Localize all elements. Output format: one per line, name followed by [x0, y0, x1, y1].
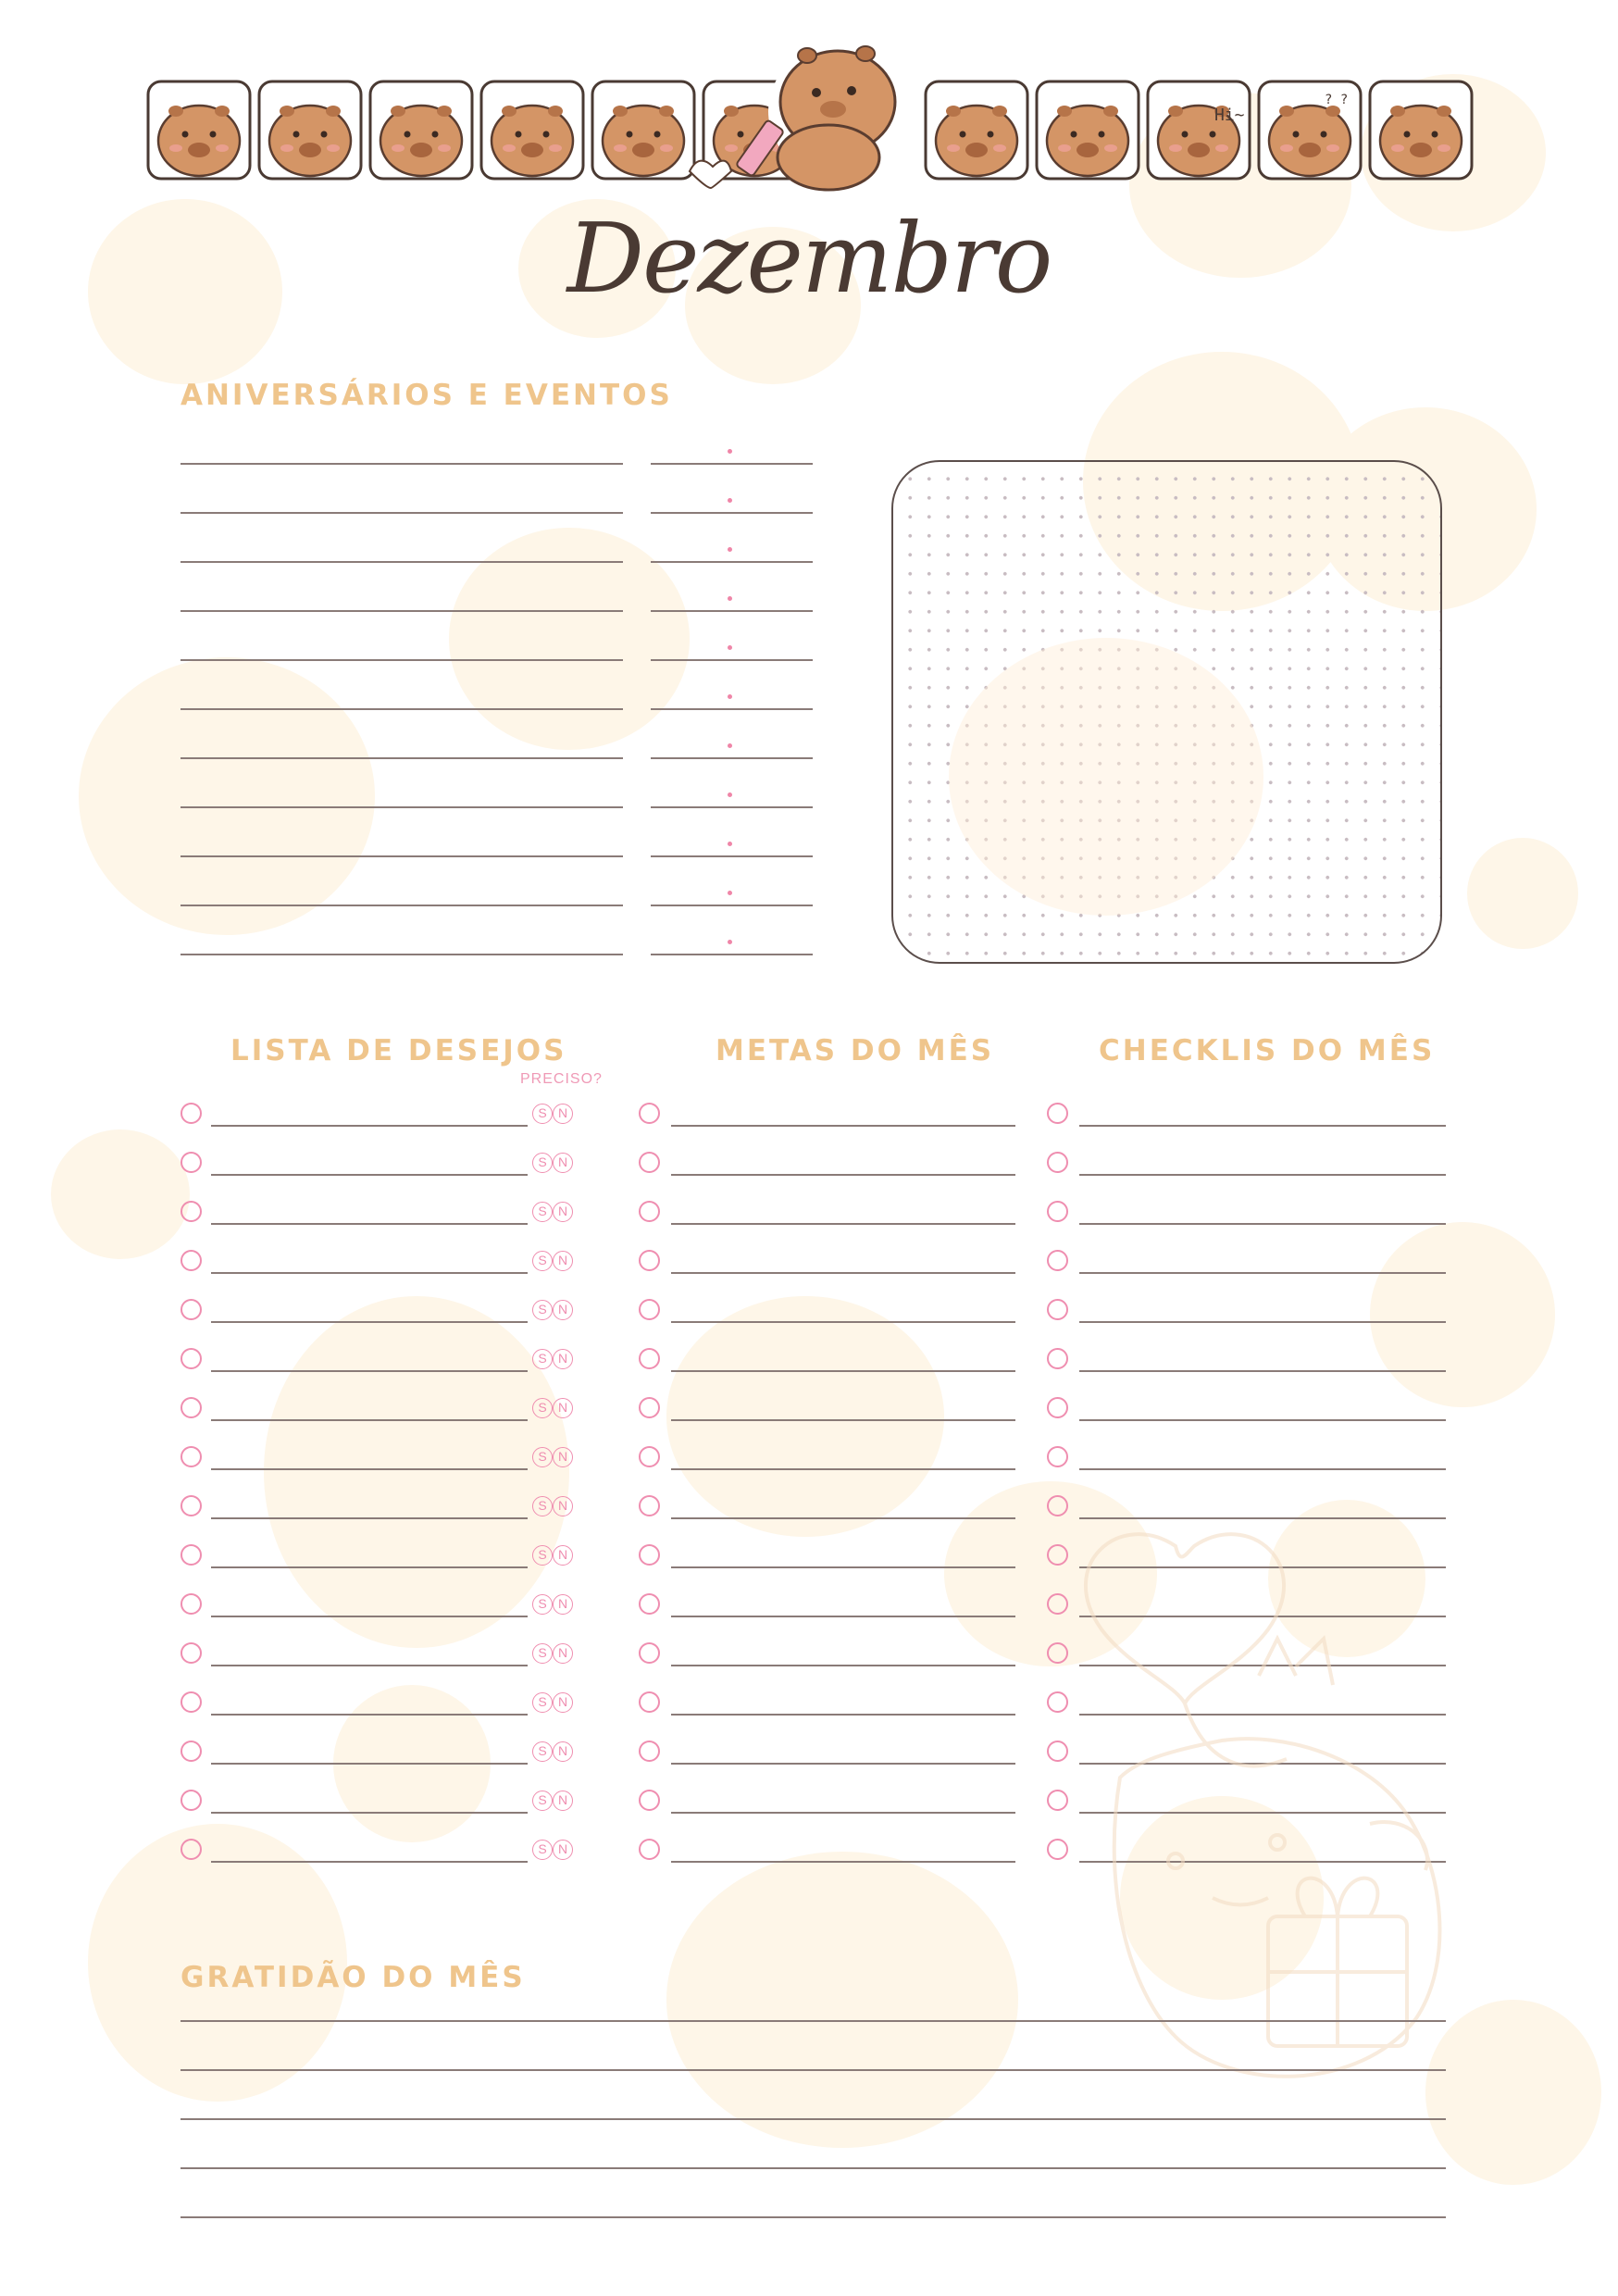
- background-blob: [1370, 1222, 1555, 1407]
- wishlist-no-option[interactable]: N: [553, 1840, 573, 1860]
- goal-checkbox[interactable]: [639, 1446, 660, 1467]
- wishlist-line[interactable]: [211, 1616, 528, 1617]
- goal-line[interactable]: [671, 1616, 1015, 1617]
- wishlist-no-option[interactable]: N: [553, 1349, 573, 1369]
- wishlist-yes-option[interactable]: S: [532, 1104, 553, 1124]
- background-blob: [51, 1129, 190, 1259]
- wishlist-no-option[interactable]: N: [553, 1153, 573, 1173]
- gratitude-heading: GRATIDÃO DO MÊS: [180, 1961, 526, 1994]
- gratitude-line[interactable]: [180, 2216, 1446, 2218]
- event-name-line[interactable]: [180, 610, 623, 612]
- goal-checkbox[interactable]: [639, 1103, 660, 1124]
- wishlist-no-option[interactable]: N: [553, 1447, 573, 1467]
- checklist-line[interactable]: [1079, 1223, 1446, 1225]
- wishlist-no-option[interactable]: N: [553, 1545, 573, 1566]
- goal-line[interactable]: [671, 1714, 1015, 1716]
- event-date-line[interactable]: [651, 512, 813, 514]
- date-separator-dot: [728, 694, 732, 699]
- date-separator-dot: [728, 645, 732, 650]
- wishlist-checkbox[interactable]: [180, 1103, 202, 1124]
- checklist-checkbox[interactable]: [1047, 1152, 1068, 1173]
- wishlist-checkbox[interactable]: [180, 1691, 202, 1713]
- goal-checkbox[interactable]: [639, 1201, 660, 1222]
- wishlist-no-option[interactable]: N: [553, 1300, 573, 1320]
- goal-line[interactable]: [671, 1861, 1015, 1863]
- background-blob: [666, 1852, 1018, 2148]
- wishlist-no-option[interactable]: N: [553, 1791, 573, 1811]
- wishlist-checkbox[interactable]: [180, 1741, 202, 1762]
- checklist-checkbox[interactable]: [1047, 1397, 1068, 1418]
- event-name-line[interactable]: [180, 708, 623, 710]
- wishlist-no-option[interactable]: N: [553, 1741, 573, 1762]
- wishlist-line[interactable]: [211, 1861, 528, 1863]
- goal-checkbox[interactable]: [639, 1250, 660, 1271]
- checklist-line[interactable]: [1079, 1468, 1446, 1470]
- event-date-line[interactable]: [651, 463, 813, 465]
- wishlist-no-option[interactable]: N: [553, 1643, 573, 1664]
- event-date-line[interactable]: [651, 561, 813, 563]
- wishlist-checkbox[interactable]: [180, 1593, 202, 1615]
- event-name-line[interactable]: [180, 855, 623, 857]
- hi-speech-text: Hi~: [1214, 106, 1245, 125]
- wishlist-yes-option[interactable]: S: [532, 1202, 553, 1222]
- checklist-line[interactable]: [1079, 1419, 1446, 1421]
- goal-line[interactable]: [671, 1812, 1015, 1814]
- wishlist-yes-option[interactable]: S: [532, 1349, 553, 1369]
- date-separator-dot: [728, 891, 732, 895]
- wishlist-checkbox[interactable]: [180, 1495, 202, 1516]
- wishlist-checkbox[interactable]: [180, 1642, 202, 1664]
- goal-checkbox[interactable]: [639, 1593, 660, 1615]
- checklist-checkbox[interactable]: [1047, 1299, 1068, 1320]
- event-name-line[interactable]: [180, 757, 623, 759]
- wishlist-yes-option[interactable]: S: [532, 1496, 553, 1516]
- date-separator-dot: [728, 743, 732, 748]
- goal-line[interactable]: [671, 1370, 1015, 1372]
- wishlist-yes-option[interactable]: S: [532, 1741, 553, 1762]
- date-separator-dot: [728, 449, 732, 454]
- wishlist-checkbox[interactable]: [180, 1201, 202, 1222]
- wishlist-no-option[interactable]: N: [553, 1251, 573, 1271]
- checklist-checkbox[interactable]: [1047, 1348, 1068, 1369]
- wishlist-no-option[interactable]: N: [553, 1104, 573, 1124]
- event-date-line[interactable]: [651, 757, 813, 759]
- capybara-face-sticker: [148, 81, 250, 179]
- checklist-checkbox[interactable]: [1047, 1446, 1068, 1467]
- event-date-line[interactable]: [651, 954, 813, 955]
- date-separator-dot: [728, 792, 732, 797]
- checklist-checkbox[interactable]: [1047, 1103, 1068, 1124]
- event-date-line[interactable]: [651, 610, 813, 612]
- wishlist-no-option[interactable]: N: [553, 1594, 573, 1615]
- wishlist-line[interactable]: [211, 1174, 528, 1176]
- event-name-line[interactable]: [180, 806, 623, 808]
- event-date-line[interactable]: [651, 708, 813, 710]
- wishlist-yes-option[interactable]: S: [532, 1545, 553, 1566]
- wishlist-line[interactable]: [211, 1566, 528, 1568]
- background-blob: [79, 657, 375, 935]
- goal-line[interactable]: [671, 1763, 1015, 1765]
- wishlist-line[interactable]: [211, 1517, 528, 1519]
- wishlist-heading: LISTA DE DESEJOS: [230, 1034, 567, 1067]
- preciso-label: PRECISO?: [520, 1071, 603, 1087]
- goal-line[interactable]: [671, 1517, 1015, 1519]
- goal-line[interactable]: [671, 1419, 1015, 1421]
- goal-checkbox[interactable]: [639, 1152, 660, 1173]
- date-separator-dot: [728, 596, 732, 601]
- wishlist-checkbox[interactable]: [180, 1348, 202, 1369]
- date-separator-dot: [728, 498, 732, 503]
- goal-checkbox[interactable]: [639, 1790, 660, 1811]
- wishlist-yes-option[interactable]: S: [532, 1791, 553, 1811]
- wishlist-no-option[interactable]: N: [553, 1496, 573, 1516]
- event-date-line[interactable]: [651, 806, 813, 808]
- wishlist-line[interactable]: [211, 1321, 528, 1323]
- wishlist-yes-option[interactable]: S: [532, 1643, 553, 1664]
- goal-line[interactable]: [671, 1174, 1015, 1176]
- wishlist-yes-option[interactable]: S: [532, 1153, 553, 1173]
- goal-checkbox[interactable]: [639, 1741, 660, 1762]
- capybara-gift-watermark: [1064, 1472, 1490, 2120]
- goal-checkbox[interactable]: [639, 1495, 660, 1516]
- event-name-line[interactable]: [180, 561, 623, 563]
- dotted-notes-box[interactable]: [891, 460, 1442, 964]
- goals-heading: METAS DO MÊS: [716, 1034, 995, 1067]
- wishlist-yes-option[interactable]: S: [532, 1447, 553, 1467]
- wishlist-line[interactable]: [211, 1665, 528, 1666]
- checklist-checkbox[interactable]: [1047, 1250, 1068, 1271]
- goal-checkbox[interactable]: [639, 1299, 660, 1320]
- puzzled-marks: ? ?: [1325, 93, 1349, 107]
- wishlist-checkbox[interactable]: [180, 1397, 202, 1418]
- date-separator-dot: [728, 940, 732, 944]
- wishlist-line[interactable]: [211, 1763, 528, 1765]
- wishlist-line[interactable]: [211, 1370, 528, 1372]
- wishlist-yes-option[interactable]: S: [532, 1594, 553, 1615]
- wishlist-line[interactable]: [211, 1419, 528, 1421]
- checklist-heading: CHECKLIS DO MÊS: [1099, 1034, 1436, 1067]
- month-title: Dezembro: [566, 202, 1052, 315]
- goal-line[interactable]: [671, 1665, 1015, 1666]
- wishlist-checkbox[interactable]: [180, 1790, 202, 1811]
- event-name-line[interactable]: [180, 463, 623, 465]
- goal-line[interactable]: [671, 1566, 1015, 1568]
- wishlist-checkbox[interactable]: [180, 1839, 202, 1860]
- date-separator-dot: [728, 842, 732, 846]
- wishlist-line[interactable]: [211, 1714, 528, 1716]
- capybara-face-sticker: [481, 81, 583, 179]
- events-heading: ANIVERSÁRIOS E EVENTOS: [180, 379, 673, 412]
- wishlist-checkbox[interactable]: [180, 1544, 202, 1566]
- checklist-line[interactable]: [1079, 1370, 1446, 1372]
- event-name-line[interactable]: [180, 512, 623, 514]
- capybara-face-sticker: [370, 81, 472, 179]
- background-blob: [264, 1296, 569, 1648]
- checklist-checkbox[interactable]: [1047, 1201, 1068, 1222]
- event-date-line[interactable]: [651, 905, 813, 906]
- wishlist-no-option[interactable]: N: [553, 1692, 573, 1713]
- event-name-line[interactable]: [180, 905, 623, 906]
- wishlist-yes-option[interactable]: S: [532, 1251, 553, 1271]
- goal-checkbox[interactable]: [639, 1642, 660, 1664]
- wishlist-line[interactable]: [211, 1125, 528, 1127]
- capybara-face-sticker: [259, 81, 361, 179]
- wishlist-line[interactable]: [211, 1468, 528, 1470]
- gratitude-line[interactable]: [180, 2118, 1446, 2120]
- wishlist-line[interactable]: [211, 1812, 528, 1814]
- goal-line[interactable]: [671, 1272, 1015, 1274]
- event-date-line[interactable]: [651, 855, 813, 857]
- event-name-line[interactable]: [180, 659, 623, 661]
- background-blob: [666, 1296, 944, 1537]
- goal-line[interactable]: [671, 1468, 1015, 1470]
- wishlist-yes-option[interactable]: S: [532, 1398, 553, 1418]
- wishlist-line[interactable]: [211, 1223, 528, 1225]
- goal-line[interactable]: [671, 1321, 1015, 1323]
- goal-checkbox[interactable]: [639, 1397, 660, 1418]
- goal-line[interactable]: [671, 1223, 1015, 1225]
- gratitude-line[interactable]: [180, 2167, 1446, 2169]
- wishlist-checkbox[interactable]: [180, 1152, 202, 1173]
- wishlist-checkbox[interactable]: [180, 1250, 202, 1271]
- goal-checkbox[interactable]: [639, 1544, 660, 1566]
- capybara-face-sticker: [1370, 81, 1472, 179]
- capybara-face-sticker: [926, 81, 1027, 179]
- capybara-banner: [0, 0, 1618, 204]
- gratitude-line[interactable]: [180, 2020, 1446, 2022]
- wishlist-checkbox[interactable]: [180, 1446, 202, 1467]
- checklist-line[interactable]: [1079, 1272, 1446, 1274]
- wishlist-checkbox[interactable]: [180, 1299, 202, 1320]
- goal-checkbox[interactable]: [639, 1839, 660, 1860]
- checklist-line[interactable]: [1079, 1321, 1446, 1323]
- background-blob: [1467, 838, 1578, 949]
- capybara-face-sticker: [592, 81, 694, 179]
- wishlist-no-option[interactable]: N: [553, 1202, 573, 1222]
- wishlist-yes-option[interactable]: S: [532, 1840, 553, 1860]
- checklist-line[interactable]: [1079, 1125, 1446, 1127]
- wishlist-yes-option[interactable]: S: [532, 1300, 553, 1320]
- wishlist-line[interactable]: [211, 1272, 528, 1274]
- goal-checkbox[interactable]: [639, 1691, 660, 1713]
- capybara-face-sticker: [1148, 81, 1250, 179]
- capybara-face-sticker: [1037, 81, 1139, 179]
- checklist-line[interactable]: [1079, 1174, 1446, 1176]
- wishlist-no-option[interactable]: N: [553, 1398, 573, 1418]
- event-date-line[interactable]: [651, 659, 813, 661]
- goal-line[interactable]: [671, 1125, 1015, 1127]
- event-name-line[interactable]: [180, 954, 623, 955]
- goal-checkbox[interactable]: [639, 1348, 660, 1369]
- date-separator-dot: [728, 547, 732, 552]
- wishlist-yes-option[interactable]: S: [532, 1692, 553, 1713]
- gratitude-line[interactable]: [180, 2069, 1446, 2071]
